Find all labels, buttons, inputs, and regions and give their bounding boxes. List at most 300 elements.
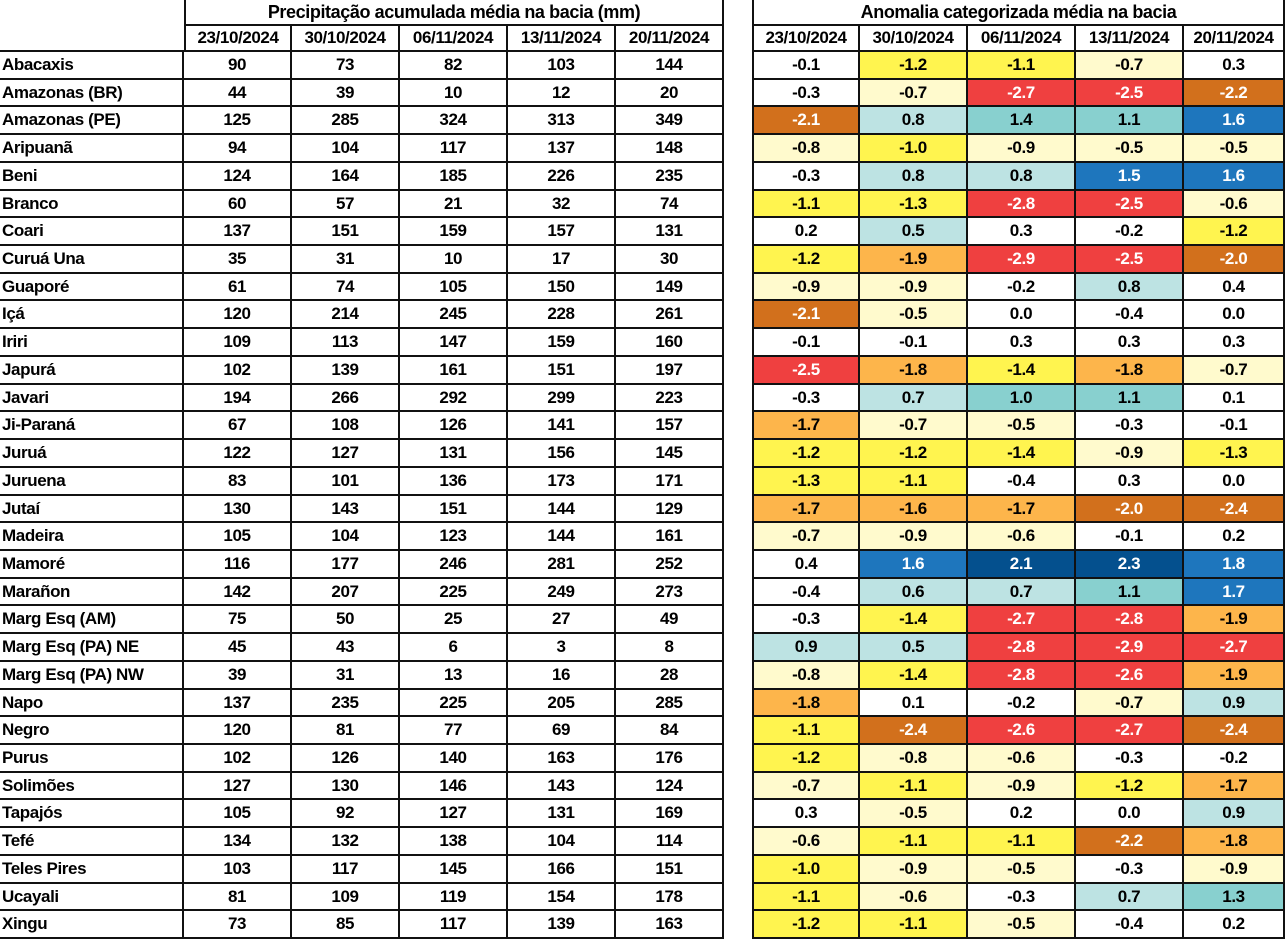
precip-cell: 27 [508,606,616,634]
anomaly-cell: -0.8 [752,135,860,163]
anomaly-cell: -0.3 [752,385,860,412]
anomaly-cell: -0.1 [752,329,860,357]
precip-date-header: 30/10/2024 [292,26,400,52]
basin-name: Tapajós [0,800,184,828]
anomaly-cell: 1.6 [1184,163,1285,191]
precip-cell: 176 [616,745,724,773]
anomaly-cell: -1.1 [860,773,968,800]
precip-cell: 161 [616,523,724,551]
precip-cell: 151 [292,218,400,246]
basin-name: Curuá Una [0,246,184,274]
anomaly-cell: -0.9 [752,274,860,301]
precip-cell: 109 [184,329,292,357]
precip-cell: 45 [184,634,292,662]
anomaly-cell: -1.2 [752,440,860,468]
anomaly-cell: 2.1 [968,551,1076,579]
precip-cell: 151 [616,856,724,884]
anomaly-cell: -1.3 [752,468,860,496]
precip-cell: 102 [184,357,292,385]
anomaly-cell: 1.3 [1184,884,1285,911]
precip-cell: 69 [508,717,616,745]
precip-cell: 117 [400,135,508,163]
precip-cell: 35 [184,246,292,274]
anomaly-cell: -0.7 [1076,52,1184,80]
anomaly-cell: -2.9 [968,246,1076,274]
anomaly-cell: 0.7 [1076,884,1184,911]
anomaly-cell: -1.7 [752,496,860,523]
basin-name: Madeira [0,523,184,551]
precip-cell: 144 [508,523,616,551]
anomaly-cell: 0.5 [860,634,968,662]
anomaly-cell: -2.2 [1184,80,1285,107]
anomaly-cell: -1.8 [860,357,968,385]
precip-cell: 104 [292,523,400,551]
precip-cell: 31 [292,246,400,274]
precip-cell: 94 [184,135,292,163]
precip-cell: 131 [400,440,508,468]
anomaly-cell: 0.3 [1076,329,1184,357]
basin-name: Solimões [0,773,184,800]
anomaly-cell: -2.1 [752,301,860,329]
anomaly-cell: 0.2 [752,218,860,246]
precip-cell: 127 [292,440,400,468]
basin-name: Marañon [0,579,184,606]
anomaly-cell: -0.8 [752,662,860,690]
precip-cell: 61 [184,274,292,301]
precip-cell: 137 [184,218,292,246]
anomaly-cell: 0.8 [968,163,1076,191]
precip-cell: 249 [508,579,616,606]
anomaly-cell: 1.7 [1184,579,1285,606]
anomaly-cell: -0.2 [968,274,1076,301]
anomaly-cell: -0.4 [752,579,860,606]
precip-cell: 105 [184,800,292,828]
anomaly-cell: 2.3 [1076,551,1184,579]
precip-cell: 90 [184,52,292,80]
anomaly-cell: -0.3 [1076,412,1184,440]
anomaly-cell: -0.5 [1076,135,1184,163]
precip-cell: 143 [292,496,400,523]
precip-cell: 130 [292,773,400,800]
anomaly-cell: 0.3 [968,218,1076,246]
precip-cell: 81 [292,717,400,745]
precip-cell: 12 [508,80,616,107]
anomaly-cell: 1.4 [968,107,1076,135]
precip-cell: 235 [616,163,724,191]
anomaly-cell: -1.1 [860,911,968,939]
anomaly-cell: -1.1 [860,468,968,496]
precip-cell: 124 [616,773,724,800]
anomaly-cell: -1.8 [752,690,860,717]
precip-cell: 16 [508,662,616,690]
anomaly-cell: -2.8 [968,662,1076,690]
basin-name: Içá [0,301,184,329]
precip-cell: 131 [616,218,724,246]
precip-cell: 102 [184,745,292,773]
precip-cell: 313 [508,107,616,135]
precip-cell: 132 [292,828,400,856]
precip-cell: 123 [400,523,508,551]
precip-cell: 214 [292,301,400,329]
precip-cell: 138 [400,828,508,856]
precip-date-header: 20/11/2024 [616,26,724,52]
anomaly-cell: -0.5 [968,856,1076,884]
basin-name: Abacaxis [0,52,184,80]
anomaly-cell: 0.8 [860,107,968,135]
anomaly-cell: -0.1 [752,52,860,80]
anomaly-cell: -2.5 [1076,80,1184,107]
anomaly-cell: 0.7 [860,385,968,412]
anomaly-cell: -2.5 [1076,191,1184,218]
anomaly-cell: -0.5 [1184,135,1285,163]
precip-cell: 141 [508,412,616,440]
precip-cell: 125 [184,107,292,135]
anomaly-cell: -2.8 [968,634,1076,662]
precip-cell: 145 [616,440,724,468]
anomaly-cell: -0.6 [968,523,1076,551]
precip-cell: 82 [400,52,508,80]
anomaly-cell: -0.3 [752,80,860,107]
precip-cell: 177 [292,551,400,579]
precip-cell: 127 [184,773,292,800]
anomaly-cell: -0.3 [752,606,860,634]
precip-cell: 144 [508,496,616,523]
precip-cell: 285 [616,690,724,717]
anomaly-cell: -0.6 [968,745,1076,773]
anomaly-cell: 1.5 [1076,163,1184,191]
anomaly-cell: -2.6 [1076,662,1184,690]
precip-cell: 137 [184,690,292,717]
anomaly-cell: -1.3 [860,191,968,218]
precip-cell: 117 [292,856,400,884]
anomaly-date-header: 30/10/2024 [860,26,968,52]
anomaly-cell: 0.0 [1076,800,1184,828]
anomaly-cell: -1.0 [860,135,968,163]
anomaly-cell: -2.4 [860,717,968,745]
precip-cell: 245 [400,301,508,329]
anomaly-cell: -0.9 [968,135,1076,163]
anomaly-cell: -2.4 [1184,496,1285,523]
anomaly-cell: -1.8 [1076,357,1184,385]
basin-name: Juruá [0,440,184,468]
precip-cell: 149 [616,274,724,301]
anomaly-cell: -1.4 [968,357,1076,385]
anomaly-cell: 0.1 [860,690,968,717]
anomaly-cell: 0.1 [1184,385,1285,412]
precip-cell: 156 [508,440,616,468]
anomaly-cell: 0.0 [1184,468,1285,496]
precip-cell: 197 [616,357,724,385]
precip-cell: 194 [184,385,292,412]
anomaly-cell: 0.0 [1184,301,1285,329]
anomaly-cell: -0.7 [752,523,860,551]
precip-cell: 145 [400,856,508,884]
precip-cell: 223 [616,385,724,412]
precip-cell: 163 [616,911,724,939]
precip-cell: 81 [184,884,292,911]
anomaly-cell: 0.4 [752,551,860,579]
precip-cell: 266 [292,385,400,412]
precip-cell: 73 [292,52,400,80]
anomaly-cell: -0.1 [860,329,968,357]
anomaly-cell: -1.2 [860,440,968,468]
precip-cell: 3 [508,634,616,662]
anomaly-cell: -0.4 [1076,911,1184,939]
anomaly-cell: -0.3 [968,884,1076,911]
anomaly-cell: 1.0 [968,385,1076,412]
anomaly-cell: 0.2 [1184,911,1285,939]
anomaly-cell: -2.6 [968,717,1076,745]
anomaly-cell: 0.3 [968,329,1076,357]
anomaly-cell: 1.8 [1184,551,1285,579]
anomaly-cell: 0.0 [968,301,1076,329]
precip-cell: 104 [292,135,400,163]
precip-cell: 144 [616,52,724,80]
basin-name: Guaporé [0,274,184,301]
anomaly-cell: -2.8 [968,191,1076,218]
precip-cell: 117 [400,911,508,939]
precip-cell: 74 [292,274,400,301]
precip-cell: 159 [508,329,616,357]
anomaly-cell: -1.1 [752,884,860,911]
precip-cell: 178 [616,884,724,911]
precip-cell: 235 [292,690,400,717]
anomaly-cell: 0.9 [1184,800,1285,828]
precip-cell: 67 [184,412,292,440]
anomaly-cell: -1.7 [752,412,860,440]
anomaly-cell: -2.9 [1076,634,1184,662]
precip-cell: 31 [292,662,400,690]
precip-cell: 134 [184,828,292,856]
anomaly-cell: 0.9 [1184,690,1285,717]
precip-cell: 83 [184,468,292,496]
anomaly-cell: 0.8 [860,163,968,191]
precip-cell: 77 [400,717,508,745]
precip-cell: 137 [508,135,616,163]
precip-cell: 225 [400,690,508,717]
anomaly-cell: -0.9 [1184,856,1285,884]
anomaly-cell: -1.9 [860,246,968,274]
anomaly-cell: -0.9 [860,523,968,551]
precip-cell: 261 [616,301,724,329]
anomaly-cell: -0.7 [860,80,968,107]
precip-cell: 324 [400,107,508,135]
precip-cell: 10 [400,80,508,107]
precip-cell: 226 [508,163,616,191]
anomaly-cell: -2.4 [1184,717,1285,745]
anomaly-cell: -0.3 [1076,745,1184,773]
precip-cell: 109 [292,884,400,911]
anomaly-date-header: 06/11/2024 [968,26,1076,52]
anomaly-cell: -0.6 [860,884,968,911]
precip-cell: 74 [616,191,724,218]
precip-cell: 105 [184,523,292,551]
precip-cell: 21 [400,191,508,218]
anomaly-cell: -0.4 [968,468,1076,496]
anomaly-cell: 0.6 [860,579,968,606]
precip-cell: 225 [400,579,508,606]
precip-cell: 44 [184,80,292,107]
basin-name: Xingu [0,911,184,939]
anomaly-cell: -0.5 [860,800,968,828]
precip-cell: 49 [616,606,724,634]
precip-cell: 6 [400,634,508,662]
precip-cell: 140 [400,745,508,773]
basin-name: Napo [0,690,184,717]
basin-name: Javari [0,385,184,412]
precip-cell: 120 [184,717,292,745]
anomaly-cell: 1.1 [1076,579,1184,606]
precip-cell: 122 [184,440,292,468]
basin-name: Purus [0,745,184,773]
precip-cell: 163 [508,745,616,773]
precip-cell: 228 [508,301,616,329]
anomaly-cell: -1.6 [860,496,968,523]
precip-cell: 57 [292,191,400,218]
anomaly-cell: -0.7 [1184,357,1285,385]
anomaly-cell: -1.4 [860,606,968,634]
basin-name: Japurá [0,357,184,385]
basin-name: Amazonas (PE) [0,107,184,135]
anomaly-cell: 0.3 [752,800,860,828]
anomaly-cell: 1.6 [1184,107,1285,135]
basin-name: Juruena [0,468,184,496]
anomaly-cell: 1.1 [1076,385,1184,412]
anomaly-cell: -0.5 [968,412,1076,440]
anomaly-date-header: 23/10/2024 [752,26,860,52]
anomaly-cell: -0.2 [1184,745,1285,773]
precip-cell: 114 [616,828,724,856]
anomaly-cell: -2.7 [1184,634,1285,662]
anomaly-cell: 0.5 [860,218,968,246]
anomaly-cell: -0.3 [1076,856,1184,884]
anomaly-cell: -1.8 [1184,828,1285,856]
anomaly-cell: -0.9 [1076,440,1184,468]
precip-cell: 104 [508,828,616,856]
basin-name: Marg Esq (PA) NW [0,662,184,690]
anomaly-cell: -0.9 [860,856,968,884]
anomaly-cell: -1.3 [1184,440,1285,468]
anomaly-cell: -0.1 [1076,523,1184,551]
precip-cell: 105 [400,274,508,301]
anomaly-cell: 0.3 [1184,329,1285,357]
anomaly-cell: -2.7 [968,80,1076,107]
precip-cell: 124 [184,163,292,191]
precip-cell: 157 [616,412,724,440]
precip-cell: 151 [400,496,508,523]
anomaly-cell: 0.9 [752,634,860,662]
basin-name: Marg Esq (PA) NE [0,634,184,662]
precip-cell: 85 [292,911,400,939]
basin-name: Amazonas (BR) [0,80,184,107]
anomaly-cell: 0.4 [1184,274,1285,301]
precip-cell: 171 [616,468,724,496]
anomaly-cell: -2.1 [752,107,860,135]
precip-cell: 157 [508,218,616,246]
precip-cell: 131 [508,800,616,828]
precip-cell: 126 [400,412,508,440]
precip-cell: 151 [508,357,616,385]
anomaly-cell: -0.8 [860,745,968,773]
basin-name: Aripuanã [0,135,184,163]
basin-name: Iriri [0,329,184,357]
precip-cell: 126 [292,745,400,773]
precip-cell: 142 [184,579,292,606]
anomaly-cell: -2.7 [968,606,1076,634]
precip-cell: 39 [184,662,292,690]
anomaly-cell: -0.7 [752,773,860,800]
anomaly-cell: 0.3 [1076,468,1184,496]
precip-cell: 92 [292,800,400,828]
precip-cell: 43 [292,634,400,662]
precip-cell: 20 [616,80,724,107]
anomaly-cell: 1.1 [1076,107,1184,135]
precip-cell: 349 [616,107,724,135]
precip-cell: 17 [508,246,616,274]
anomaly-cell: -2.2 [1076,828,1184,856]
anomaly-cell: 1.6 [860,551,968,579]
anomaly-cell: -0.6 [752,828,860,856]
precip-cell: 127 [400,800,508,828]
basin-name: Teles Pires [0,856,184,884]
precip-date-header: 06/11/2024 [400,26,508,52]
precip-cell: 50 [292,606,400,634]
anomaly-cell: -2.0 [1184,246,1285,274]
anomaly-cell: -0.9 [968,773,1076,800]
precip-cell: 207 [292,579,400,606]
precip-table-title: Precipitação acumulada média na bacia (mm) [184,0,724,26]
precip-cell: 169 [616,800,724,828]
anomaly-cell: -1.2 [1076,773,1184,800]
precip-cell: 299 [508,385,616,412]
anomaly-cell: -1.1 [752,717,860,745]
precip-cell: 143 [508,773,616,800]
anomaly-cell: -0.9 [860,274,968,301]
precip-cell: 129 [616,496,724,523]
anomaly-table-title: Anomalia categorizada média na bacia [752,0,1285,26]
precip-cell: 154 [508,884,616,911]
precip-cell: 25 [400,606,508,634]
precip-cell: 28 [616,662,724,690]
precip-cell: 166 [508,856,616,884]
precip-cell: 30 [616,246,724,274]
precip-cell: 32 [508,191,616,218]
anomaly-cell: -1.2 [860,52,968,80]
precip-cell: 147 [400,329,508,357]
anomaly-cell: -1.1 [968,828,1076,856]
precip-cell: 150 [508,274,616,301]
anomaly-cell: -0.3 [752,163,860,191]
precip-date-header: 23/10/2024 [184,26,292,52]
basin-name: Jutaí [0,496,184,523]
precip-cell: 281 [508,551,616,579]
anomaly-cell: 0.7 [968,579,1076,606]
anomaly-cell: -1.9 [1184,606,1285,634]
basin-name: Ji-Paraná [0,412,184,440]
basin-name: Beni [0,163,184,191]
basin-name: Ucayali [0,884,184,911]
anomaly-cell: 0.3 [1184,52,1285,80]
precip-cell: 13 [400,662,508,690]
precip-cell: 39 [292,80,400,107]
anomaly-cell: -1.4 [968,440,1076,468]
basin-name: Negro [0,717,184,745]
precip-cell: 205 [508,690,616,717]
basin-name: Tefé [0,828,184,856]
anomaly-cell: -0.6 [1184,191,1285,218]
precip-cell: 10 [400,246,508,274]
precip-cell: 113 [292,329,400,357]
